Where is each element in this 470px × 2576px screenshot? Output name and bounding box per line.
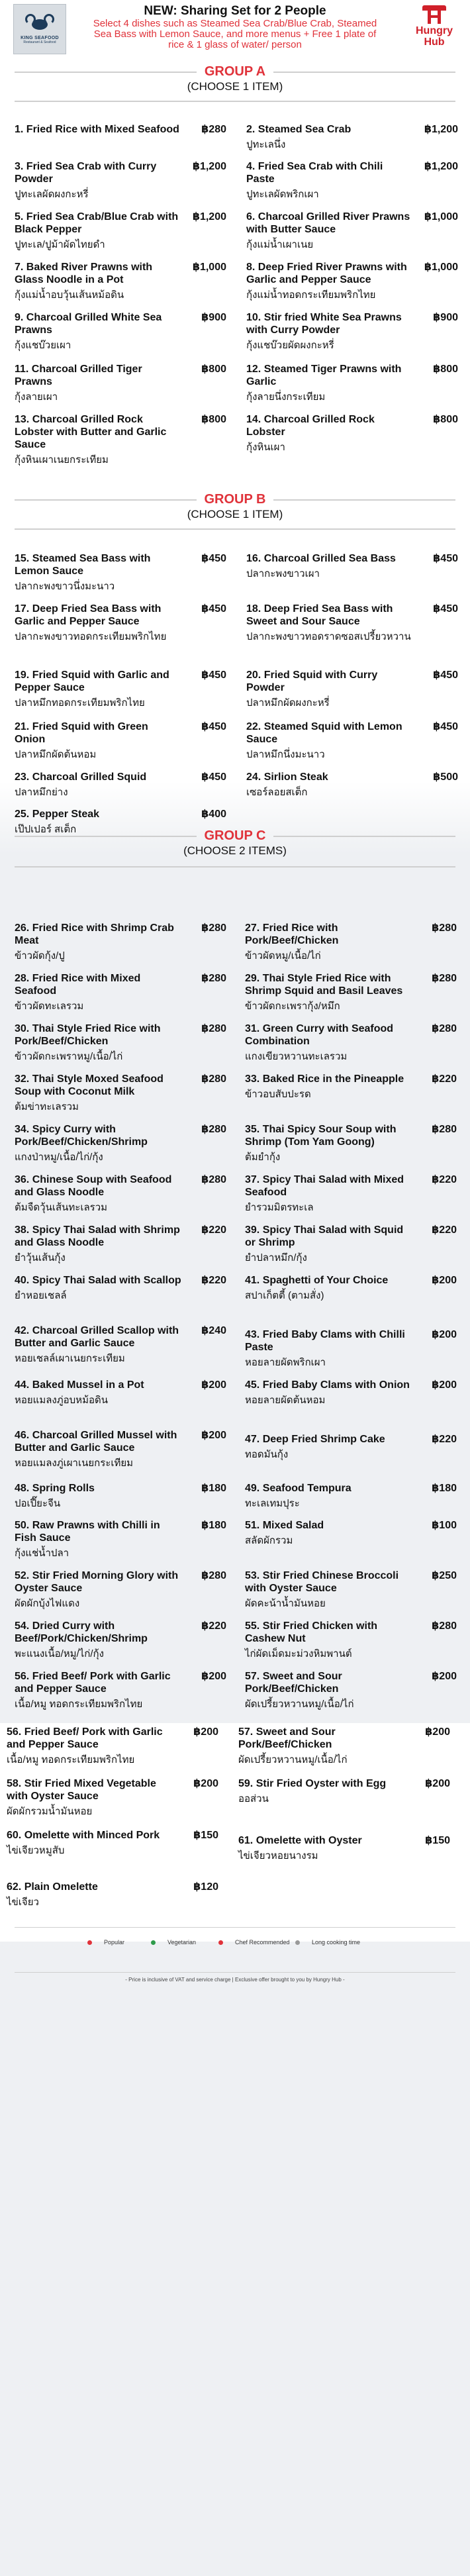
item-price: ฿200 <box>432 1671 457 1682</box>
item-name: 15. Steamed Sea Bass with Lemon Sauce <box>15 553 151 577</box>
item-name: 13. Charcoal Grilled Rock Lobster with Butter and Garlic Sauce <box>15 414 167 450</box>
menu-item <box>15 771 226 799</box>
item-thai-name: หอยลายผัดพริกเผา <box>245 1357 326 1368</box>
menu-item <box>15 922 226 963</box>
item-price: ฿200 <box>425 1778 450 1789</box>
item-thai-name: หอยแมลงภู่อบหม้อดิน <box>15 1395 108 1406</box>
menu-item <box>15 1274 226 1303</box>
item-price: ฿180 <box>201 1483 226 1494</box>
menu-item <box>246 771 458 799</box>
menu-item <box>245 1328 457 1369</box>
item-price: ฿280 <box>432 1023 457 1034</box>
item-name: 28. Fried Rice with Mixed Seafood <box>15 973 141 997</box>
group-c-subtitle: (CHOOSE 2 ITEMS) <box>183 844 287 857</box>
item-thai-name: ปลากะพงขาวเผา <box>246 568 320 579</box>
item-thai-name: กุ้งแช่น้ำปลา <box>15 1548 70 1559</box>
item-thai-name: ต้มยำกุ้ง <box>245 1152 281 1163</box>
menu-item <box>15 552 226 593</box>
item-name: 23. Charcoal Grilled Squid <box>15 771 147 783</box>
legend <box>0 1939 470 1952</box>
item-thai-name: ปูทะเลผัดผงกะหรี่ <box>15 189 89 200</box>
item-thai-name: ไข่เจียวหอยนางรม <box>238 1850 318 1861</box>
item-name: 47. Deep Fried Shrimp Cake <box>245 1434 385 1445</box>
item-thai-name: กุ้งแชบ๊วยเผา <box>15 340 71 351</box>
item-name: 21. Fried Squid with Green Onion <box>15 721 148 745</box>
item-thai-name: ไก่ผัดเม็ดมะม่วงหิมพานต์ <box>245 1648 352 1660</box>
item-thai-name: ปลาหมึกย่าง <box>15 787 68 798</box>
item-price: ฿450 <box>433 553 458 564</box>
item-thai-name: ข้าวอบสับปะรด <box>245 1089 311 1100</box>
group-a-rule <box>15 101 455 102</box>
item-thai-name: ปลาหมึกผัดต้นหอม <box>15 749 97 760</box>
menu-item <box>245 1123 457 1164</box>
item-name: 31. Green Curry with Seafood Combination <box>245 1023 394 1047</box>
item-thai-name: ปูทะเล/ปูม้าผัดไทยดำ <box>15 239 105 250</box>
item-price: ฿450 <box>201 721 226 732</box>
menu-item <box>15 160 226 201</box>
item-name: 27. Fried Rice with Pork/Beef/Chicken <box>245 922 339 946</box>
item-price: ฿1,000 <box>424 262 458 273</box>
item-thai-name: เป๊ปเปอร์ สเต็ก <box>15 824 77 835</box>
item-name: 45. Fried Baby Clams with Onion <box>245 1379 410 1391</box>
item-price: ฿900 <box>433 312 458 323</box>
item-thai-name: ข้าวผัดกุ้ง/ปู <box>15 950 65 962</box>
item-name: 20. Fried Squid with Curry Powder <box>246 669 378 693</box>
menu-item <box>246 211 458 252</box>
item-price: ฿450 <box>433 669 458 681</box>
item-name: 19. Fried Squid with Garlic and Pepper Sauce <box>15 669 169 693</box>
item-name: 54. Dried Curry with Beef/Pork/Chicken/Shrimp <box>15 1620 148 1644</box>
item-thai-name: ปลากะพงขาวทอดราดซอสเปรี้ยวหวาน <box>246 631 411 642</box>
item-price: ฿800 <box>433 414 458 425</box>
menu-item <box>7 1881 218 1909</box>
item-name: 29. Thai Style Fried Rice with Shrimp Squid and Basil Leaves <box>245 973 403 997</box>
item-name: 16. Charcoal Grilled Sea Bass <box>246 553 396 564</box>
menu-item <box>15 972 226 1013</box>
item-thai-name: ไข่เจียวหมูสับ <box>7 1845 65 1856</box>
item-name: 55. Stir Fried Chicken with Cashew Nut <box>245 1620 378 1644</box>
item-price: ฿220 <box>432 1224 457 1236</box>
group-b-subtitle: (CHOOSE 1 ITEM) <box>187 508 283 520</box>
menu-item <box>245 1519 457 1548</box>
item-thai-name: แกงเขียวหวานทะเลรวม <box>245 1051 348 1062</box>
item-name: 58. Stir Fried Mixed Vegetable with Oyster Sauce <box>7 1778 156 1802</box>
item-name: 12. Steamed Tiger Prawns with Garlic <box>246 364 402 387</box>
item-price: ฿1,200 <box>424 124 458 135</box>
item-price: ฿250 <box>432 1570 457 1581</box>
item-price: ฿200 <box>193 1726 218 1738</box>
menu-item <box>7 1777 218 1818</box>
subtitle-line-1: Select 4 dishes such as Steamed Sea Crab/Blue Crab, Steamed <box>93 18 377 29</box>
group-a-title: GROUP A <box>204 64 266 79</box>
item-price: ฿800 <box>201 414 226 425</box>
vegetarian-icon <box>151 1940 156 1945</box>
menu-item <box>245 922 457 963</box>
hungry-hub-icon <box>422 5 446 25</box>
menu-item <box>245 1224 457 1265</box>
hub-name-line-2: Hub <box>424 36 445 48</box>
item-name: 42. Charcoal Grilled Scallop with Butter and Garlic Sauce <box>15 1325 179 1349</box>
menu-item <box>245 1274 457 1303</box>
item-name: 26. Fried Rice with Shrimp Crab Meat <box>15 922 174 946</box>
item-price: ฿1,200 <box>192 161 226 172</box>
subtitle-line-2: Sea Bass with Lemon Sauce, and more menus + Free 1 plate of <box>93 28 377 40</box>
item-name: 24. Sirlion Steak <box>246 771 328 783</box>
item-price: ฿220 <box>432 1434 457 1445</box>
item-price: ฿200 <box>432 1379 457 1391</box>
menu-item <box>15 413 226 467</box>
item-name: 38. Spicy Thai Salad with Shrimp and Glass Noodle <box>15 1224 180 1248</box>
item-thai-name: ผัดผักบุ้งไฟแดง <box>15 1598 80 1609</box>
item-name: 5. Fried Sea Crab/Blue Crab with Black Pepper <box>15 211 179 235</box>
menu-item <box>15 1519 226 1560</box>
item-thai-name: สปาเก็ตตี้ (ตามสั่ง) <box>245 1290 324 1301</box>
menu-item <box>15 1670 226 1711</box>
menu-item <box>15 603 226 644</box>
menu-item <box>238 1726 450 1767</box>
item-name: 52. Stir Fried Morning Glory with Oyster Sauce <box>15 1570 179 1594</box>
king-seafood-logo <box>13 4 66 54</box>
item-thai-name: ข้าวผัดหมู/เนื้อ/ไก่ <box>245 950 321 962</box>
item-thai-name: ปูทะเลผัดพริกเผา <box>246 189 319 200</box>
menu-item <box>15 261 226 302</box>
item-name: 18. Deep Fried Sea Bass with Sweet and Sour Sauce <box>246 603 393 627</box>
menu-item <box>15 1482 226 1511</box>
item-price: ฿500 <box>433 771 458 783</box>
item-name: 49. Seafood Tempura <box>245 1483 352 1494</box>
item-price: ฿280 <box>201 1174 226 1185</box>
menu-item <box>15 1123 226 1164</box>
item-price: ฿1,000 <box>192 262 226 273</box>
item-price: ฿150 <box>193 1830 218 1841</box>
menu-item <box>246 552 458 581</box>
item-name: 50. Raw Prawns with Chilli in Fish Sauce <box>15 1520 160 1544</box>
legend-popular: Popular <box>87 1939 124 1946</box>
item-name: 3. Fried Sea Crab with Curry Powder <box>15 161 157 185</box>
menu-item <box>15 123 226 138</box>
group-c-title: GROUP C <box>204 828 266 843</box>
logo-name: KING SEAFOOD <box>21 36 59 40</box>
item-price: ฿280 <box>201 1073 226 1085</box>
group-c-rule <box>15 866 455 867</box>
item-name: 57. Sweet and Sour Pork/Beef/Chicken <box>245 1671 342 1695</box>
item-price: ฿200 <box>432 1329 457 1340</box>
menu-item <box>7 1829 218 1858</box>
item-price: ฿120 <box>193 1881 218 1893</box>
item-name: 30. Thai Style Fried Rice with Pork/Beef/Chicken <box>15 1023 161 1047</box>
menu-item <box>245 1670 457 1711</box>
footer-text: - Price is inclusive of VAT and service charge | Exclusive offer brought to you by Hungry Hub - <box>125 1977 345 1983</box>
item-price: ฿900 <box>201 312 226 323</box>
title-block <box>74 4 396 50</box>
item-price: ฿180 <box>432 1483 457 1494</box>
item-name: 17. Deep Fried Sea Bass with Garlic and Pepper Sauce <box>15 603 162 627</box>
item-price: ฿1,000 <box>424 211 458 223</box>
item-price: ฿450 <box>201 553 226 564</box>
item-price: ฿200 <box>201 1430 226 1441</box>
item-price: ฿280 <box>201 1124 226 1135</box>
item-thai-name: ปลากะพงขาวทอดกระเทียมพริกไทย <box>15 631 167 642</box>
item-thai-name: ไข่เจียว <box>7 1897 39 1908</box>
item-price: ฿450 <box>433 721 458 732</box>
menu-item <box>246 363 458 404</box>
menu-item <box>15 720 226 762</box>
item-name: 25. Pepper Steak <box>15 809 100 820</box>
item-price: ฿280 <box>201 973 226 984</box>
item-name: 36. Chinese Soup with Seafood and Glass Noodle <box>15 1174 172 1198</box>
menu-item <box>245 1569 457 1610</box>
item-thai-name: ยำรวมมิตรทะเล <box>245 1202 314 1213</box>
logo-tagline: Restaurant & Seafood <box>23 40 56 44</box>
item-thai-name: กุ้งลายนึ่งกระเทียม <box>246 391 326 403</box>
item-price: ฿800 <box>433 364 458 375</box>
item-thai-name: ยำวุ้นเส้นกุ้ง <box>15 1252 66 1263</box>
item-name: 56. Fried Beef/ Pork with Garlic and Pepper Sauce <box>15 1671 171 1695</box>
item-thai-name: ยำปลาหมึก/กุ้ง <box>245 1252 307 1263</box>
menu-item <box>246 603 458 644</box>
menu-item <box>15 1620 226 1661</box>
item-name: 60. Omelette with Minced Pork <box>7 1830 160 1841</box>
item-thai-name: ข้าวผัดทะเลรวม <box>15 1001 84 1012</box>
hungry-hub-logo <box>413 5 455 48</box>
group-b-rule <box>15 528 455 530</box>
item-thai-name: แกงป่าหมู/เนื้อ/ไก่/กุ้ง <box>15 1152 103 1163</box>
menu-item <box>245 1482 457 1511</box>
item-name: 57. Sweet and Sour Pork/Beef/Chicken <box>238 1726 336 1750</box>
item-name: 39. Spicy Thai Salad with Squid or Shrimp <box>245 1224 404 1248</box>
item-thai-name: ปลาหมึกผัดผงกะหรี่ <box>246 697 330 709</box>
menu-item <box>246 669 458 710</box>
item-price: ฿280 <box>432 973 457 984</box>
item-name: 51. Mixed Salad <box>245 1520 324 1531</box>
menu-item <box>15 363 226 404</box>
item-thai-name: ปลาหมึกทอดกระเทียมพริกไทย <box>15 697 145 709</box>
menu-item <box>7 1726 218 1767</box>
item-price: ฿450 <box>201 603 226 615</box>
item-thai-name: ข้าวผัดกะเพราหมู/เนื้อ/ไก่ <box>15 1051 123 1062</box>
group-b-title: GROUP B <box>204 492 266 507</box>
hub-name-line-1: Hungry <box>416 25 453 36</box>
item-name: 35. Thai Spicy Sour Soup with Shrimp (Tom Yam Goong) <box>245 1124 397 1148</box>
item-thai-name: กุ้งแชบ๊วยผัดผงกะหรี่ <box>246 340 334 351</box>
item-price: ฿280 <box>432 1124 457 1135</box>
item-thai-name: กุ้งหินเผา <box>246 442 285 453</box>
legend-long-cooking: Long cooking time <box>295 1939 360 1946</box>
group-a-subtitle: (CHOOSE 1 ITEM) <box>187 80 283 93</box>
item-name: 32. Thai Style Moxed Seafood Soup with Coconut Milk <box>15 1073 164 1097</box>
item-thai-name: ผัดเปรี้ยวหวานหมู/เนื้อ/ไก่ <box>245 1699 354 1710</box>
menu-item <box>15 1429 226 1470</box>
item-name: 9. Charcoal Grilled White Sea Prawns <box>15 312 162 336</box>
item-name: 10. Stir fried White Sea Prawns with Curry Powder <box>246 312 402 336</box>
item-name: 62. Plain Omelette <box>7 1881 98 1893</box>
menu-item <box>245 1173 457 1214</box>
item-price: ฿200 <box>193 1778 218 1789</box>
menu-item <box>15 1173 226 1214</box>
menu-item <box>245 1379 457 1407</box>
chef-recommended-icon <box>218 1940 223 1945</box>
menu-item <box>15 1324 226 1365</box>
item-thai-name: กุ้งหินเผาเนยกระเทียม <box>15 454 109 466</box>
group-b-heading <box>0 491 470 522</box>
item-price: ฿220 <box>432 1073 457 1085</box>
item-price: ฿280 <box>201 124 226 135</box>
item-name: 4. Fried Sea Crab with Chili Paste <box>246 161 383 185</box>
item-thai-name: เนื้อ/หมู ทอดกระเทียมพริกไทย <box>15 1699 143 1710</box>
legend-vegetarian: Vegetarian <box>151 1939 196 1946</box>
item-name: 41. Spaghetti of Your Choice <box>245 1275 389 1286</box>
item-price: ฿180 <box>201 1520 226 1531</box>
item-name: 1. Fried Rice with Mixed Seafood <box>15 124 179 135</box>
item-thai-name: ยำหอยเชลล์ <box>15 1290 67 1301</box>
item-thai-name: หอยแมลงภู่เผาเนยกระเทียม <box>15 1458 134 1469</box>
menu-item <box>238 1834 450 1863</box>
menu-item <box>246 160 458 201</box>
item-price: ฿450 <box>433 603 458 615</box>
item-thai-name: ปูทะเลนึ่ง <box>246 139 286 150</box>
item-price: ฿220 <box>432 1174 457 1185</box>
menu-item <box>15 808 226 836</box>
item-thai-name: ปลากะพงขาวนึ่งมะนาว <box>15 581 115 592</box>
item-thai-name: ปลาหมึกนึ่งมะนาว <box>246 749 325 760</box>
item-price: ฿220 <box>201 1224 226 1236</box>
item-name: 2. Steamed Sea Crab <box>246 124 352 135</box>
menu-item <box>245 1433 457 1461</box>
menu-item <box>246 413 458 454</box>
item-price: ฿1,200 <box>424 161 458 172</box>
item-name: 53. Stir Fried Chinese Broccoli with Oyster Sauce <box>245 1570 399 1594</box>
page-title: NEW: Sharing Set for 2 People <box>144 4 326 18</box>
item-thai-name: เนื้อ/หมู ทอดกระเทียมพริกไทย <box>7 1754 135 1765</box>
item-thai-name: ทอดมันกุ้ง <box>245 1449 289 1460</box>
item-thai-name: ออส่วน <box>238 1793 269 1805</box>
item-name: 33. Baked Rice in the Pineapple <box>245 1073 404 1085</box>
menu-item <box>245 1620 457 1661</box>
menu-item <box>15 1073 226 1114</box>
menu-item <box>246 720 458 762</box>
item-price: ฿220 <box>201 1620 226 1632</box>
item-thai-name: ต้มข่าทะเลรวม <box>15 1101 79 1113</box>
item-thai-name: ปอเปี๊ยะจีน <box>15 1498 61 1509</box>
item-thai-name: ทะเลเทมปุระ <box>245 1498 300 1509</box>
item-thai-name: กุ้งแม่น้ำอบวุ้นเส้นหม้อดิน <box>15 289 124 301</box>
menu-item <box>15 1022 226 1064</box>
crab-icon <box>25 14 54 34</box>
subtitle-line-3: rice & 1 glass of water/ person <box>168 39 302 50</box>
item-thai-name: ผัดผักรวมน้ำมันหอย <box>7 1806 93 1817</box>
item-name: 61. Omelette with Oyster <box>238 1835 362 1846</box>
legend-rule <box>15 1927 455 1928</box>
item-price: ฿240 <box>201 1325 226 1336</box>
menu-item <box>15 1224 226 1265</box>
item-price: ฿280 <box>201 1023 226 1034</box>
item-price: ฿280 <box>432 1620 457 1632</box>
item-price: ฿280 <box>201 922 226 934</box>
item-name: 7. Baked River Prawns with Glass Noodle in a Pot <box>15 262 153 285</box>
item-name: 59. Stir Fried Oyster with Egg <box>238 1778 387 1789</box>
item-thai-name: ผัดคะน้าน้ำมันหอย <box>245 1598 326 1609</box>
item-price: ฿200 <box>425 1726 450 1738</box>
item-name: 34. Spicy Curry with Pork/Beef/Chicken/Shrimp <box>15 1124 148 1148</box>
menu-item <box>15 669 226 710</box>
item-name: 11. Charcoal Grilled Tiger Prawns <box>15 364 142 387</box>
item-name: 6. Charcoal Grilled River Prawns with Butter Sauce <box>246 211 410 235</box>
item-name: 8. Deep Fried River Prawns with Garlic and Pepper Sauce <box>246 262 407 285</box>
menu-item <box>246 123 458 152</box>
item-thai-name: พะแนงเนื้อ/หมู/ไก่/กุ้ง <box>15 1648 104 1660</box>
item-name: 46. Charcoal Grilled Mussel with Butter and Garlic Sauce <box>15 1430 177 1454</box>
item-thai-name: เซอร์ลอยสเต็ก <box>246 787 308 798</box>
item-name: 14. Charcoal Grilled Rock Lobster <box>246 414 375 438</box>
item-name: 48. Spring Rolls <box>15 1483 95 1494</box>
menu-item <box>15 311 226 352</box>
item-price: ฿200 <box>432 1275 457 1286</box>
item-thai-name: ผัดเปรี้ยวหวานหมู/เนื้อ/ไก่ <box>238 1754 348 1765</box>
item-thai-name: กุ้งลายเผา <box>15 391 58 403</box>
menu-item <box>246 311 458 352</box>
item-price: ฿280 <box>432 922 457 934</box>
item-thai-name: ต้มจืดวุ้นเส้นทะเลรวม <box>15 1202 108 1213</box>
item-name: 40. Spicy Thai Salad with Scallop <box>15 1275 181 1286</box>
item-price: ฿220 <box>201 1275 226 1286</box>
menu-item <box>15 1379 226 1407</box>
footer <box>0 1972 470 1988</box>
item-name: 56. Fried Beef/ Pork with Garlic and Pepper Sauce <box>7 1726 163 1750</box>
menu-item <box>245 1022 457 1064</box>
item-name: 22. Steamed Squid with Lemon Sauce <box>246 721 402 745</box>
item-thai-name: หอยลายผัดต้นหอม <box>245 1395 326 1406</box>
legend-chef-recommended: Chef Recommended <box>218 1939 290 1946</box>
menu-item <box>15 211 226 252</box>
menu-item <box>238 1777 450 1806</box>
item-thai-name: หอยเชลล์เผาเนยกระเทียม <box>15 1353 125 1364</box>
menu-item <box>246 261 458 302</box>
menu-item <box>245 1073 457 1101</box>
item-price: ฿450 <box>201 669 226 681</box>
item-name: 44. Baked Mussel in a Pot <box>15 1379 144 1391</box>
item-price: ฿200 <box>201 1379 226 1391</box>
clock-icon <box>295 1940 300 1945</box>
item-name: 37. Spicy Thai Salad with Mixed Seafood <box>245 1174 404 1198</box>
item-thai-name: กุ้งแม่น้ำทอดกระเทียมพริกไทย <box>246 289 376 301</box>
item-price: ฿450 <box>201 771 226 783</box>
item-price: ฿280 <box>201 1570 226 1581</box>
item-price: ฿200 <box>201 1671 226 1682</box>
item-thai-name: กุ้งแม่น้ำเผาเนย <box>246 239 314 250</box>
item-price: ฿150 <box>425 1835 450 1846</box>
item-thai-name: สลัดผักรวม <box>245 1535 293 1546</box>
group-a-heading <box>0 64 470 94</box>
menu-item <box>245 972 457 1013</box>
item-price: ฿800 <box>201 364 226 375</box>
menu-header <box>0 0 470 60</box>
item-name: 43. Fried Baby Clams with Chilli Paste <box>245 1329 405 1353</box>
item-price: ฿100 <box>432 1520 457 1531</box>
item-price: ฿1,200 <box>192 211 226 223</box>
item-price: ฿400 <box>201 809 226 820</box>
popular-icon <box>87 1940 92 1945</box>
item-thai-name: ข้าวผัดกะเพรากุ้ง/หมึก <box>245 1001 340 1012</box>
menu-item <box>15 1569 226 1610</box>
